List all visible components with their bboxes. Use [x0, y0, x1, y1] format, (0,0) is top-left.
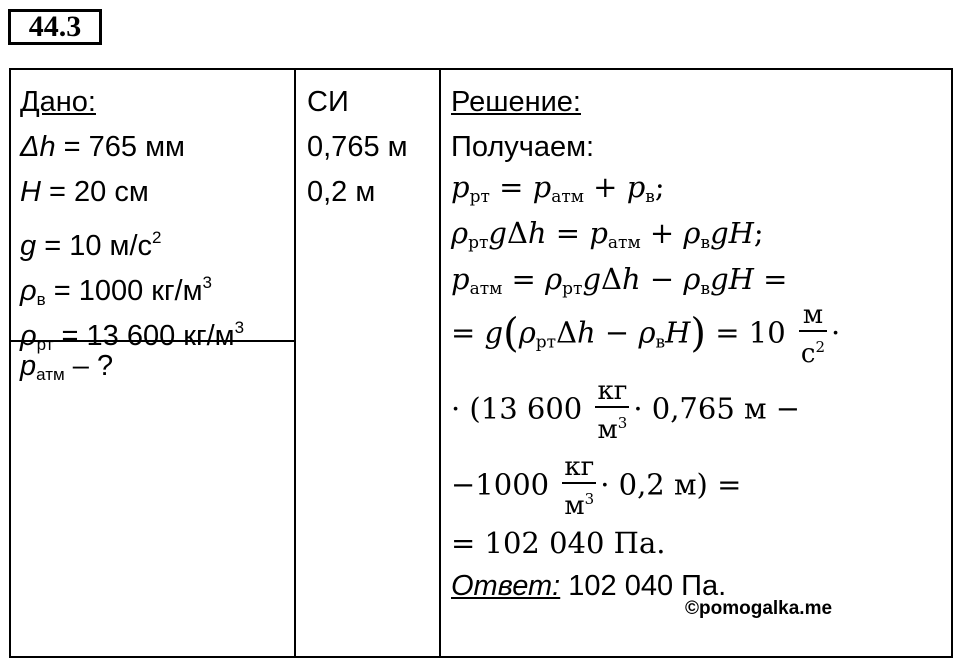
solution-column — [451, 80, 951, 602]
si-value: 0,2 м — [307, 176, 376, 208]
find-quantity: $p_{атм}$ – ? — [20, 350, 114, 384]
solution-header: Решение: — [451, 86, 581, 118]
given-item: H = 20 см — [20, 176, 149, 208]
formula-line: $p_{атм} = \rho_{рт}g\Delta h - \rho_вgH$ = — [451, 262, 788, 299]
solution-intro: Получаем: — [451, 131, 595, 163]
given-item: Δh = 765 мм — [20, 131, 185, 163]
formula-line: −1000 $\frac{кг}{м^3}$ · 0,2 м) = — [451, 452, 742, 521]
si-header: СИ — [307, 86, 349, 118]
given-item: g = 10 $м/с^2$ — [20, 228, 162, 262]
solution-table — [9, 68, 953, 658]
formula-line: · (13 600 $\frac{кг}{м^3}$ · 0,765 м − — [451, 376, 801, 445]
formula-line: = 102 040 Па. — [451, 526, 666, 560]
column-divider — [294, 70, 296, 656]
formula-block — [451, 170, 951, 570]
given-item: $\rho_{рт} = 13$ 600 $кг/м^3$ — [20, 318, 245, 354]
formula-line: $\rho_{рт}g\Delta h = p_{атм} + \rho_вgH$; — [451, 216, 764, 253]
given-header: Дано: — [20, 86, 96, 118]
problem-number: 44.3 — [8, 9, 102, 45]
watermark: ©pomogalka.me — [685, 598, 833, 619]
answer-value: 102 040 Па. — [560, 570, 727, 602]
formula-line: $p_{рт} = p_{атм} + p_в$; — [451, 170, 665, 207]
si-column — [307, 80, 437, 215]
given-column — [20, 80, 290, 354]
answer-label: Ответ: — [451, 570, 561, 602]
column-divider — [439, 70, 441, 656]
given-item: $\rho_в = 1000$ $кг/м^3$ — [20, 273, 213, 309]
si-value: 0,765 м — [307, 131, 408, 163]
formula-line: = $g(\rho_{рт}\Delta h - \rho_вH) = 10$ $\frac{м}{с^2}$ · — [451, 300, 841, 369]
